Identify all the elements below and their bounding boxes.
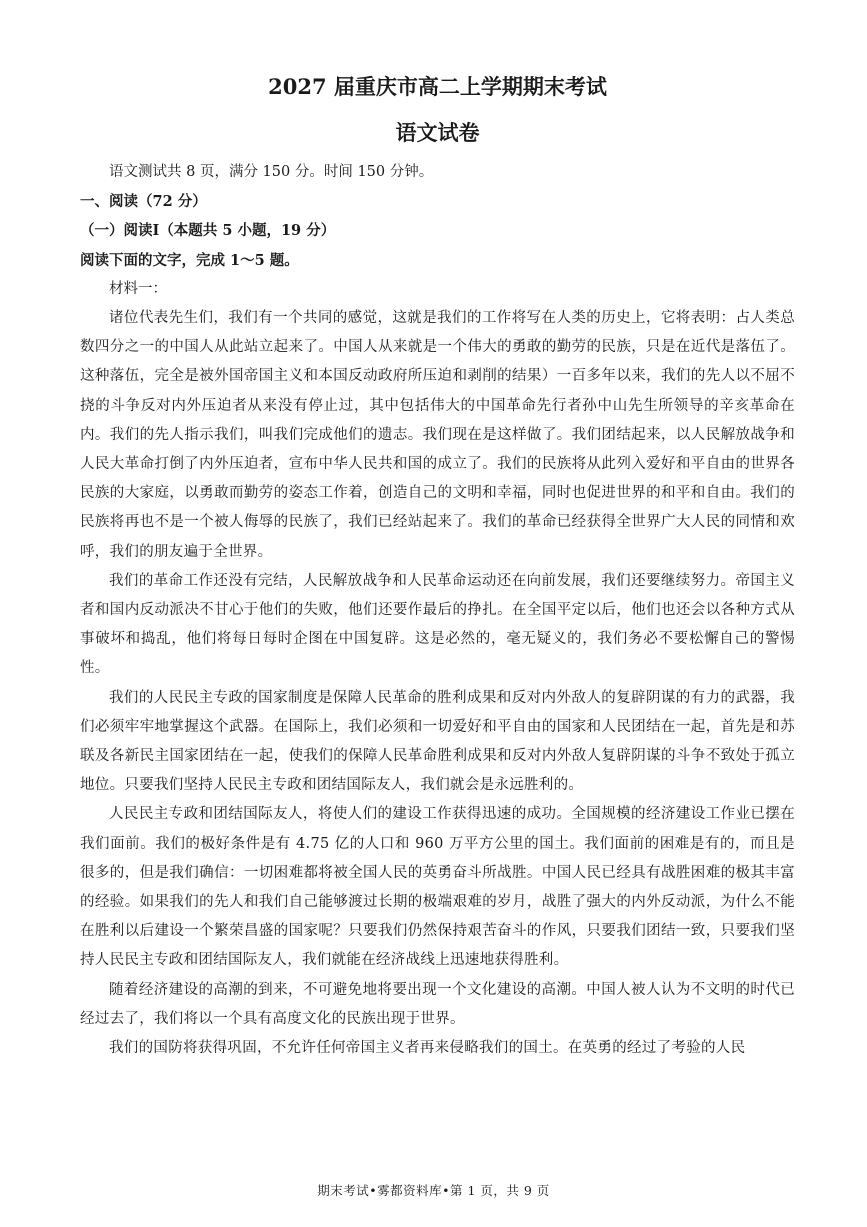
paragraph-3: 我们的人民民主专政的国家制度是保障人民革命的胜利成果和反对内外敌人的复辟阴谋的有力的武器，我们必须牢牢地掌握这个武器。在国际上，我们必须和一切爱好和平自由的国家和人民团结在一起，首先是和苏联及各新民主国家团结在一起，使我们的保障人民革命胜利成果和反对内外敌人复辟阴谋的斗争不致处于孤立地位。只要我们坚持人民民主专政和团结国际友人，我们就会是永远胜利的。 — [80, 689, 795, 794]
exam-subtitle: 语文试卷 — [395, 120, 480, 145]
paragraph-1: 诸位代表先生们，我们有一个共同的感觉，这就是我们的工作将写在人类的历史上，它将表明：占人类总数四分之一的中国人从此站立起来了。中国人从来就是一个伟大的勇敢的勤劳的民族，只是在近代是落伍了。这种落伍，完全是被外国帝国主义和本国反动政府所压迫和剥削的结果）一百多年以来，我们的先人以不屈不挠的斗争反对内外压迫者从来没有停止过，其中包括伟大的中国革命先行者孙中山先生所领导的辛亥革命在内。我们的先人指示我们，叫我们完成他们的遗志。我们现在是这样做了。我们团结起来，以人民解放战争和人民大革命打倒了内外压迫者，宣布中华人民共和国的成立了。我们的民族将从此列入爱好和平自由的世界各民族的大家庭，以勇敢而勤劳的姿态工作着，创造自己的文明和幸福，同时也促进世界的和平和自由。我们的民族将再也不是一个被人侮辱的民族了，我们已经站起来了。我们的革命已经获得全世界广大人民的同情和欢呼，我们的朋友遍于全世界。 — [80, 310, 795, 560]
material-label: 材料一： — [109, 280, 167, 297]
exam-title: 2027 届重庆市高二上学期期末考试 — [268, 74, 607, 99]
exam-page — [80, 72, 795, 1063]
paragraph-4: 人民民主专政和团结国际友人，将使人们的建设工作获得迅速的成功。全国规模的经济建设工作业已摆在我们面前。我们的极好条件是有 4.75 亿的人口和 960 万平方公里的国土。我们面前的困难是有的，而且是很多的，但是我们确信：一切困难都将被全国人民的英勇奋斗所战胜。中国人民已经具有战胜困难的极其丰富的经验。如果我们的先人和我们自己能够渡过长期的极端艰难的岁月，战胜了强大的内外反动派，为什么不能在胜利以后建设一个繁荣昌盛的国家呢？只要我们仍然保持艰苦奋斗的作风，只要我们团结一致，只要我们坚持人民民主专政和团结国际友人，我们就能在经济战线上迅速地获得胜利。 — [80, 806, 795, 969]
paragraph-2: 我们的革命工作还没有完结，人民解放战争和人民革命运动还在向前发展，我们还要继续努力。帝国主义者和国内反动派决不甘心于他们的失败，他们还要作最后的挣扎。在全国平定以后，他们也还会以各种方式从事破坏和捣乱，他们将每日每时企图在中国复辟。这是必然的，毫无疑义的，我们务必不要松懈自己的警惕性。 — [80, 572, 795, 677]
section-heading: 一、阅读（72 分） — [80, 193, 207, 211]
paragraph-6: 我们的国防将获得巩固，不允许任何帝国主义者再来侵略我们的国土。在英勇的经过了考验的人民 — [109, 1040, 746, 1057]
exam-intro: 语文测试共 8 页，满分 150 分。时间 150 分钟。 — [109, 164, 434, 180]
sub-section-heading: （一）阅读Ⅰ（本题共 5 小题，19 分） — [80, 222, 336, 240]
page-footer: 期末考试•雾都资料库•第 1 页，共 9 页 — [317, 1183, 550, 1198]
paragraph-5: 随着经济建设的高潮的到来，不可避免地将要出现一个文化建设的高潮。中国人被人认为不文明的时代已经过去了，我们将以一个具有高度文化的民族出现于世界。 — [80, 981, 795, 1027]
reading-instruction: 阅读下面的文字，完成 1～5 题。 — [80, 251, 299, 269]
